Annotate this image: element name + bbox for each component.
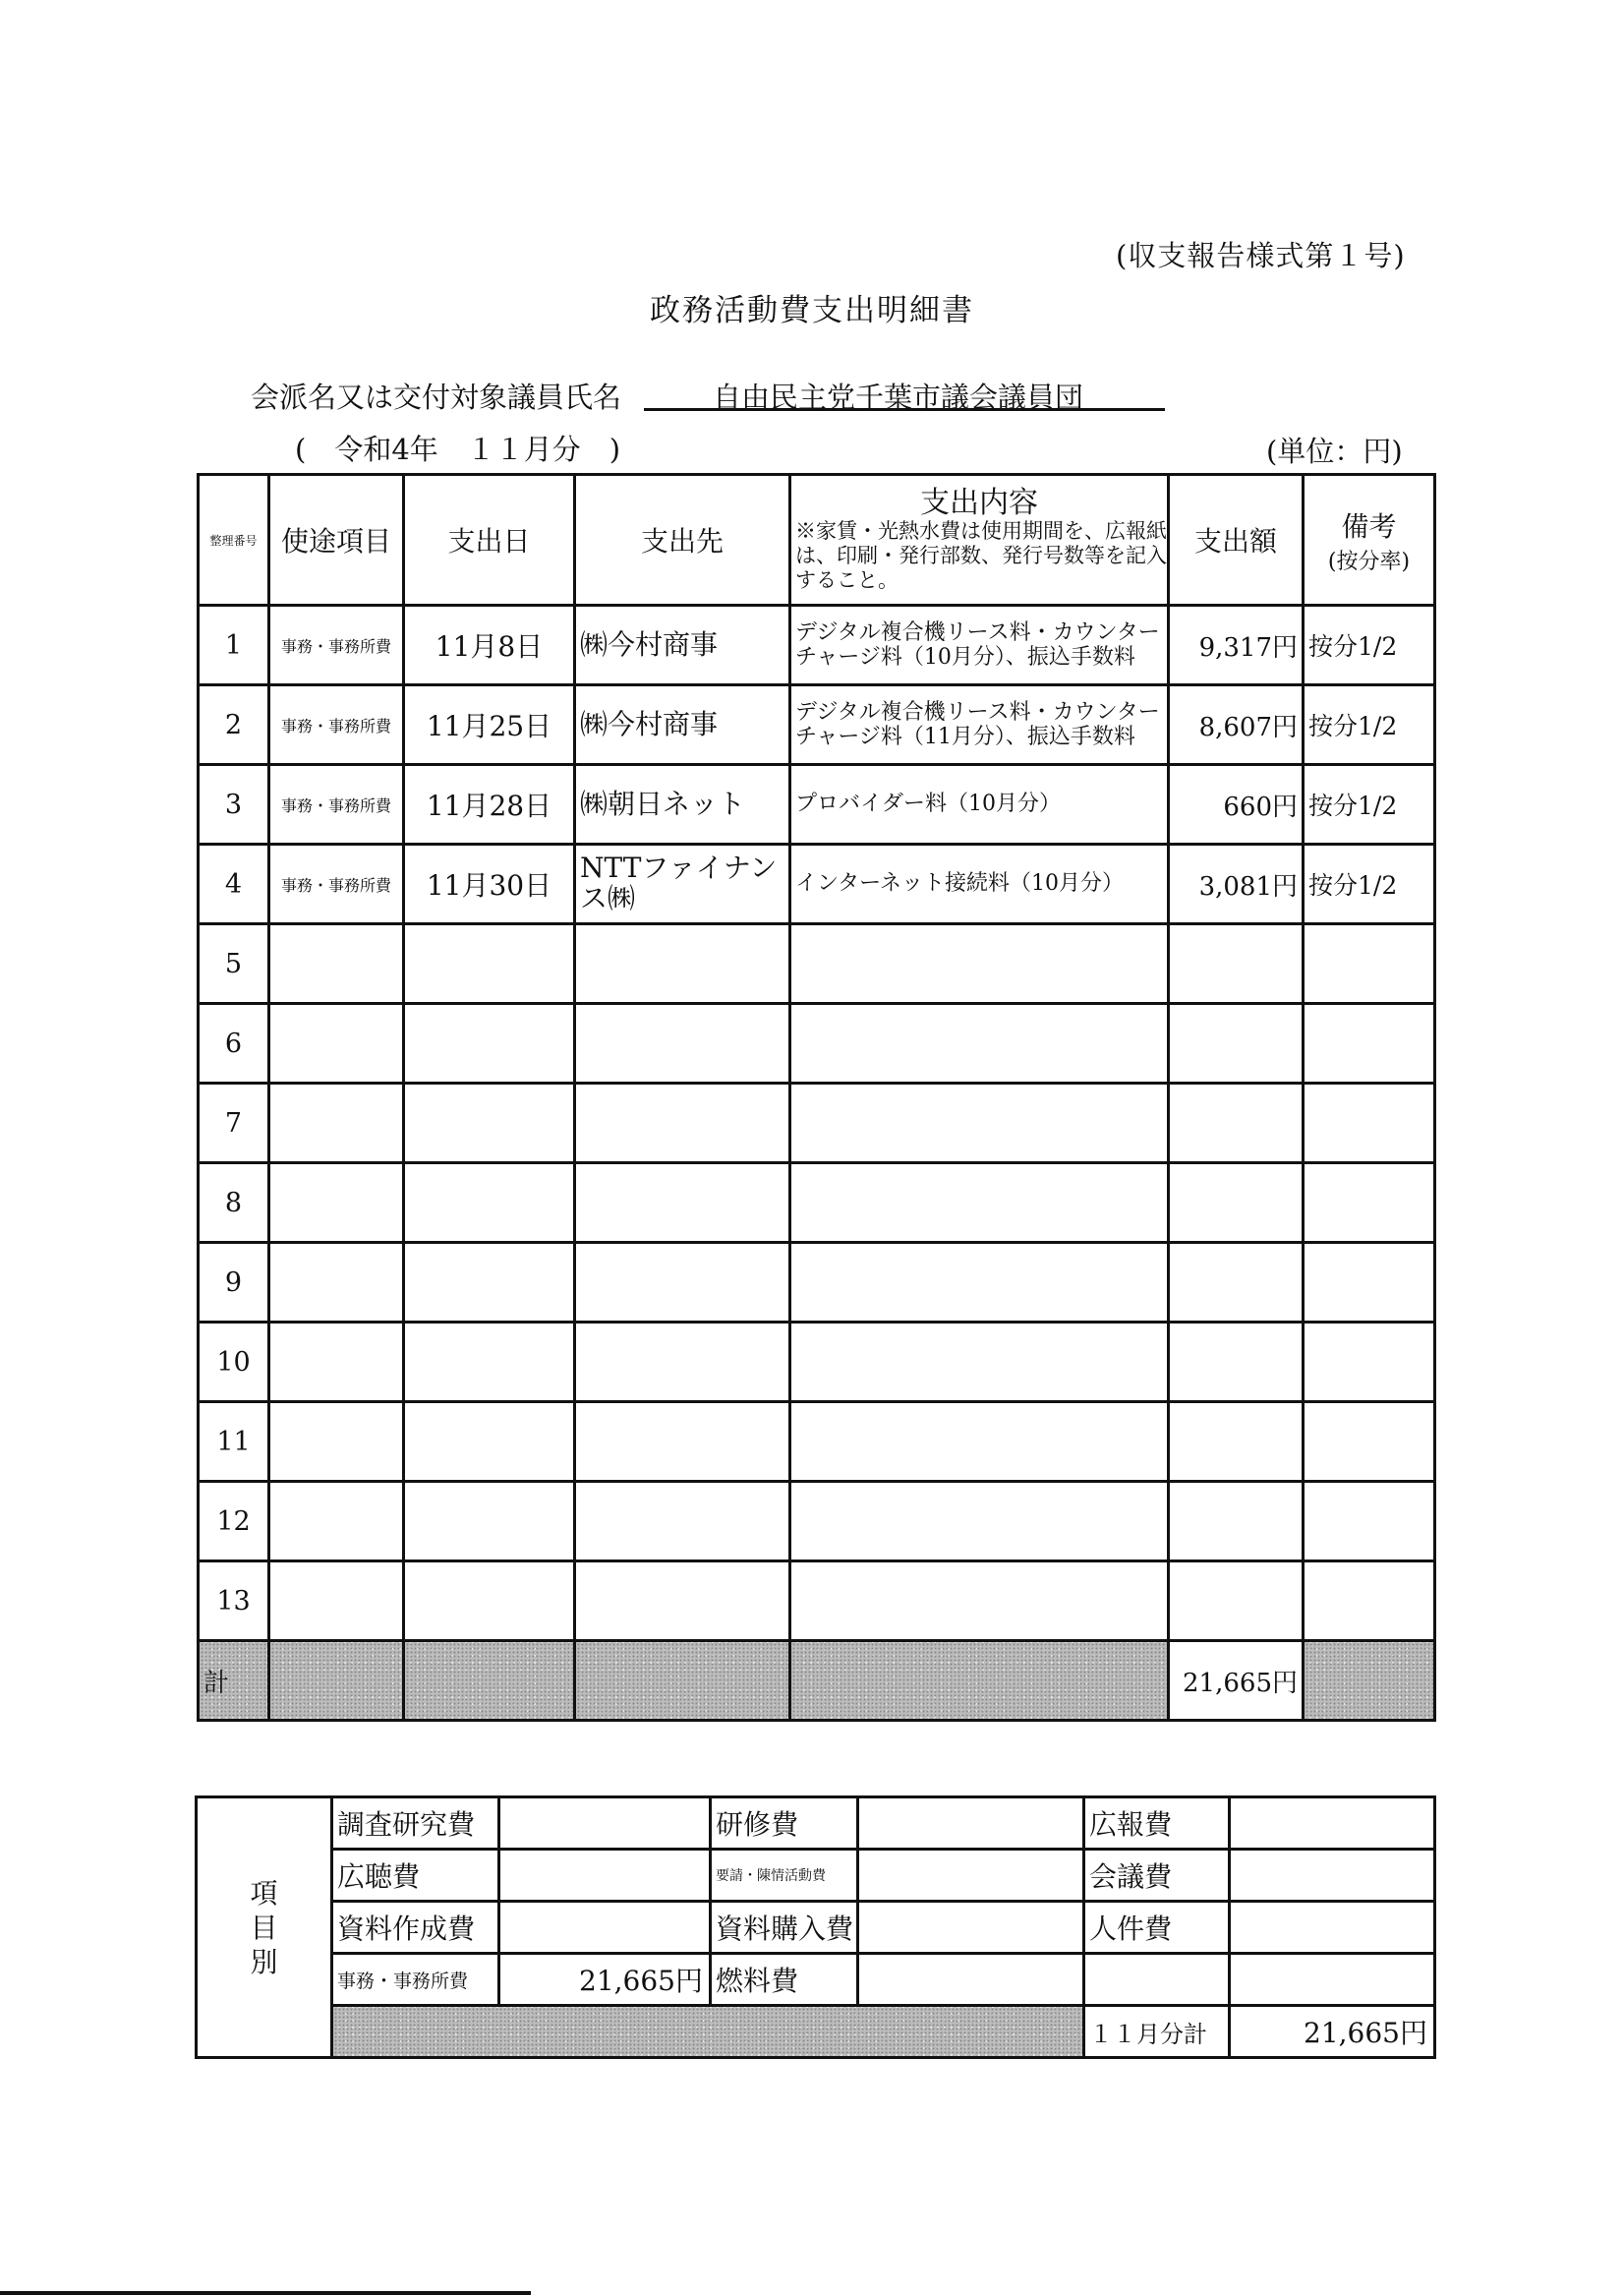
table-row: [199, 924, 1435, 1004]
row-description: [790, 1482, 1169, 1561]
row-note: 按分1/2: [1304, 685, 1435, 765]
row-description: [790, 1402, 1169, 1482]
row-use-item: [269, 1084, 404, 1163]
row-note: [1304, 1402, 1435, 1482]
total-shaded-cell: [790, 1641, 1169, 1721]
summary-amount: [499, 1797, 711, 1850]
side-label-char: 目: [250, 1911, 278, 1944]
row-use-item: [269, 1561, 404, 1641]
total-amount: 21,665円: [1169, 1641, 1304, 1721]
row-note: [1304, 1323, 1435, 1402]
header-desc: [790, 475, 1169, 606]
total-shaded-cell: [269, 1641, 404, 1721]
row-amount: [1169, 1323, 1304, 1402]
row-number: 10: [199, 1323, 269, 1402]
row-use-item: [269, 924, 404, 1004]
row-date: [404, 1004, 575, 1084]
row-amount: [1169, 1243, 1304, 1323]
row-note: [1304, 924, 1435, 1004]
row-note: [1304, 1561, 1435, 1641]
month-total-label: １１月分計: [1084, 2006, 1230, 2058]
summary-label: 人件費: [1084, 1902, 1230, 1954]
total-shaded-cell: [404, 1641, 575, 1721]
page-title: 政務活動費支出明細書: [650, 293, 974, 328]
table-row: [199, 1163, 1435, 1243]
row-number: 5: [199, 924, 269, 1004]
summary-label: 調査研究費: [332, 1797, 499, 1850]
row-date: [404, 1402, 575, 1482]
header-note: [1304, 475, 1435, 606]
row-use-item: [269, 1323, 404, 1402]
summary-amount: [499, 1902, 711, 1954]
row-number: 2: [199, 685, 269, 765]
row-number: 1: [199, 606, 269, 685]
row-amount: [1169, 1561, 1304, 1641]
summary-empty-cell: [1084, 1954, 1230, 2006]
row-payee: [575, 924, 790, 1004]
row-date: [404, 924, 575, 1004]
row-note: [1304, 1243, 1435, 1323]
row-number: 8: [199, 1163, 269, 1243]
row-amount: 660円: [1169, 765, 1304, 845]
row-number: 11: [199, 1402, 269, 1482]
row-payee: [575, 1084, 790, 1163]
row-number: 7: [199, 1084, 269, 1163]
summary-empty-cell: [1230, 1954, 1435, 2006]
row-date: [404, 1561, 575, 1641]
row-date: 11月30日: [404, 845, 575, 924]
row-description: インターネット接続料（10月分）: [790, 845, 1169, 924]
row-date: [404, 1084, 575, 1163]
summary-amount: [499, 1850, 711, 1902]
table-row: [199, 1084, 1435, 1163]
row-amount: [1169, 1402, 1304, 1482]
form-number: (収支報告様式第１号): [1116, 239, 1406, 272]
row-use-item: [269, 1243, 404, 1323]
summary-shaded-cell: [332, 2006, 1084, 2058]
header-payee: 支出先: [575, 475, 790, 606]
header-desc-note: ※家賃・光熱水費は使用期間を、広報紙は、印刷・発行部数、発行号数等を記入すること。: [795, 518, 1167, 593]
row-payee: [575, 1561, 790, 1641]
row-amount: [1169, 1163, 1304, 1243]
summary-label: 会議費: [1084, 1850, 1230, 1902]
summary-label: 事務・事務所費: [332, 1954, 499, 2006]
expense-table: [197, 473, 1436, 1722]
row-description: [790, 1323, 1169, 1402]
summary-amount: [1230, 1902, 1435, 1954]
row-date: 11月25日: [404, 685, 575, 765]
total-row: [199, 1641, 1435, 1721]
row-payee: ㈱今村商事: [575, 606, 790, 685]
table-row: [199, 765, 1435, 845]
summary-label: 資料作成費: [332, 1902, 499, 1954]
row-date: 11月28日: [404, 765, 575, 845]
row-note: [1304, 1084, 1435, 1163]
row-description: プロバイダー料（10月分）: [790, 765, 1169, 845]
row-description: [790, 1163, 1169, 1243]
row-description: [790, 924, 1169, 1004]
summary-label: 要請・陳情活動費: [711, 1850, 858, 1902]
row-note: [1304, 1482, 1435, 1561]
row-amount: [1169, 1004, 1304, 1084]
row-payee: NTTファイナンス㈱: [575, 845, 790, 924]
row-number: 6: [199, 1004, 269, 1084]
total-shaded-cell: [575, 1641, 790, 1721]
page-edge-line: [0, 2291, 531, 2295]
summary-amount: [858, 1902, 1084, 1954]
row-use-item: [269, 1163, 404, 1243]
row-use-item: [269, 1402, 404, 1482]
row-use-item: [269, 1482, 404, 1561]
row-use-item: 事務・事務所費: [269, 606, 404, 685]
row-number: 13: [199, 1561, 269, 1641]
table-row: [199, 1004, 1435, 1084]
row-number: 4: [199, 845, 269, 924]
row-date: [404, 1243, 575, 1323]
table-row: [199, 1243, 1435, 1323]
header-date: 支出日: [404, 475, 575, 606]
header-desc-title: 支出内容: [920, 485, 1038, 520]
summary-amount: [858, 1954, 1084, 2006]
row-date: [404, 1163, 575, 1243]
row-note: 按分1/2: [1304, 606, 1435, 685]
row-date: [404, 1482, 575, 1561]
header-no: 整理番号: [199, 475, 269, 606]
summary-amount: [1230, 1797, 1435, 1850]
row-note: [1304, 1004, 1435, 1084]
row-description: デジタル複合機リース料・カウンターチャージ料（11月分）、振込手数料: [790, 685, 1169, 765]
row-payee: [575, 1243, 790, 1323]
row-number: 9: [199, 1243, 269, 1323]
row-amount: [1169, 1482, 1304, 1561]
row-description: デジタル複合機リース料・カウンターチャージ料（10月分）、振込手数料: [790, 606, 1169, 685]
row-amount: [1169, 924, 1304, 1004]
row-amount: 3,081円: [1169, 845, 1304, 924]
table-row: [199, 1402, 1435, 1482]
header-note-sub: (按分率): [1327, 549, 1411, 574]
row-description: [790, 1004, 1169, 1084]
table-row: [199, 1323, 1435, 1402]
row-payee: ㈱今村商事: [575, 685, 790, 765]
table-row: [199, 1482, 1435, 1561]
summary-amount: 21,665円: [499, 1954, 711, 2006]
row-payee: [575, 1163, 790, 1243]
row-payee: [575, 1402, 790, 1482]
row-use-item: 事務・事務所費: [269, 765, 404, 845]
unit-label: (単位：円): [1266, 435, 1403, 468]
category-summary-table: [195, 1795, 1436, 2059]
side-label-char: 項: [250, 1876, 278, 1910]
row-note: [1304, 1163, 1435, 1243]
row-amount: 8,607円: [1169, 685, 1304, 765]
month-total-amount: 21,665円: [1230, 2006, 1435, 2058]
header-amount: 支出額: [1169, 475, 1304, 606]
header-note-title: 備考: [1341, 509, 1397, 543]
summary-side-label: [197, 1797, 332, 2058]
table-row: [199, 845, 1435, 924]
side-label-char: 別: [250, 1945, 278, 1978]
row-date: [404, 1323, 575, 1402]
faction-label: 会派名又は交付対象議員氏名: [251, 381, 622, 414]
table-header-row: [199, 475, 1435, 606]
summary-amount: [858, 1797, 1084, 1850]
row-note: 按分1/2: [1304, 765, 1435, 845]
row-payee: [575, 1323, 790, 1402]
row-use-item: 事務・事務所費: [269, 685, 404, 765]
table-row: [199, 685, 1435, 765]
summary-label: 資料購入費: [711, 1902, 858, 1954]
summary-amount: [858, 1850, 1084, 1902]
row-number: 12: [199, 1482, 269, 1561]
report-period: ( 令和4年 １１月分 ): [295, 433, 621, 466]
faction-value: 自由民主党千葉市議会議員団: [713, 381, 1084, 414]
row-amount: 9,317円: [1169, 606, 1304, 685]
summary-label: 研修費: [711, 1797, 858, 1850]
row-number: 3: [199, 765, 269, 845]
row-payee: [575, 1004, 790, 1084]
table-row: [199, 1561, 1435, 1641]
summary-label: 広報費: [1084, 1797, 1230, 1850]
total-label: 計: [199, 1641, 269, 1721]
row-description: [790, 1561, 1169, 1641]
header-use: 使途項目: [269, 475, 404, 606]
row-use-item: 事務・事務所費: [269, 845, 404, 924]
row-amount: [1169, 1084, 1304, 1163]
summary-label: 広聴費: [332, 1850, 499, 1902]
row-note: 按分1/2: [1304, 845, 1435, 924]
row-payee: ㈱朝日ネット: [575, 765, 790, 845]
table-row: [199, 606, 1435, 685]
row-description: [790, 1243, 1169, 1323]
summary-label: 燃料費: [711, 1954, 858, 2006]
summary-amount: [1230, 1850, 1435, 1902]
total-shaded-cell: [1304, 1641, 1435, 1721]
row-use-item: [269, 1004, 404, 1084]
row-date: 11月8日: [404, 606, 575, 685]
row-description: [790, 1084, 1169, 1163]
row-payee: [575, 1482, 790, 1561]
